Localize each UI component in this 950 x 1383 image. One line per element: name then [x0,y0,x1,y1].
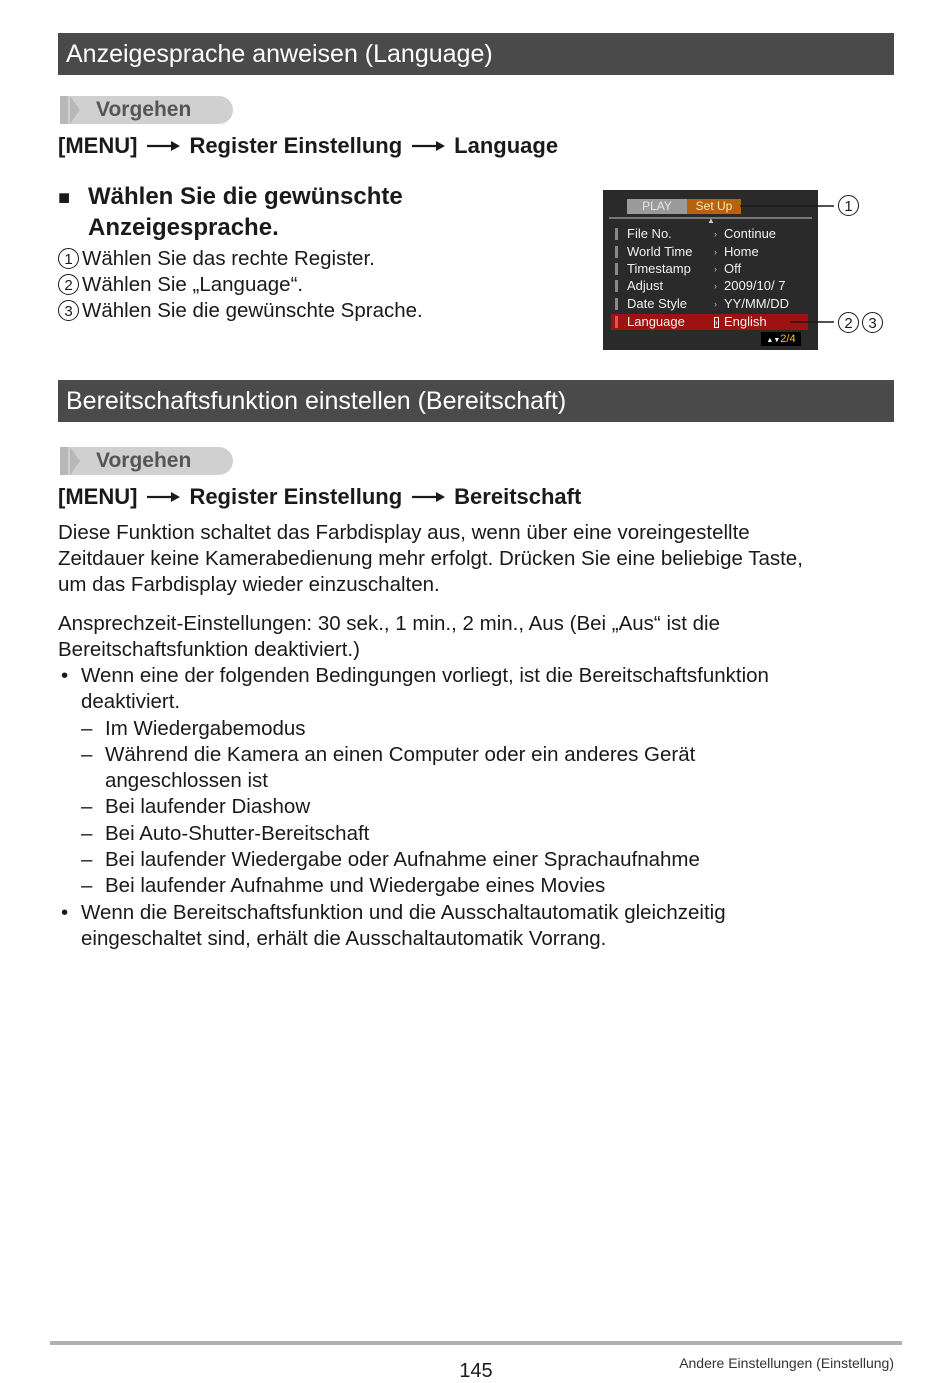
menu-row: File No. › Continue [611,226,808,242]
list-item: – Bei laufender Wiedergabe oder Aufnahme einer Sprachaufnahme [81,848,700,872]
step-marker: ■ [58,187,71,209]
chevron-right-icon: › [714,299,717,309]
step-heading: ■ Wählen Sie die gewünschte Anzeigesprache. [58,183,403,241]
menu-row: Timestamp › Off [611,261,808,277]
menu-path-language [58,132,558,160]
step-item: 3 Wählen Sie die gewünschte Sprache. [58,298,578,324]
menu-path-step: Bereitschaft [454,484,582,509]
list-item: – Bei Auto-Shutter-Bereitschaft [81,821,370,845]
arrow-right-icon [145,490,181,504]
condition-list [58,663,888,952]
menu-row: Adjust › 2009/10/ 7 [611,278,808,294]
menu-row: Date Style › YY/MM/DD [611,296,808,312]
menu-path-step: Register Einstellung [189,133,403,158]
menu-path-step: Language [454,133,559,158]
callout-lines [730,195,840,335]
callout-2-3: 2 3 [838,310,886,336]
chevron-right-icon: › [714,247,717,257]
tab-play: PLAY [627,199,687,214]
step-item: 1 Wählen Sie das rechte Register. [58,246,578,272]
tab-setup: Set Up [687,199,741,214]
procedure-label: Vorgehen [60,96,233,124]
menu-path-step: [MENU] [58,484,138,509]
menu-path-standby [58,483,581,511]
list-item: – Bei laufender Diashow [81,795,311,819]
arrow-right-icon [410,139,446,153]
page-indicator: ▲▼2/4 [761,332,801,346]
chevron-right-icon: › [715,318,718,327]
chapter-label: Andere Einstellungen (Einstellung) [679,1355,894,1371]
menu-path-step: [MENU] [58,133,138,158]
list-item: – Während die Kamera an einen Computer oder ein anderes Gerät angeschlossen ist [81,742,696,793]
arrow-right-icon [145,139,181,153]
page-number: 145 [459,1360,493,1382]
step-number: 1 [58,248,79,269]
chevron-right-icon: › [714,229,717,239]
paragraph-settings: Ansprechzeit-Einstellungen: 30 sek., 1 min., 2 min., Aus (Bei „Aus“ ist die Bereitschaftsfunktion deaktiviert.) [58,612,720,661]
step-number: 2 [58,274,79,295]
step-list [58,246,578,324]
menu-row: World Time › Home [611,244,808,260]
menu-path-step: Register Einstellung [189,484,403,509]
chevron-right-icon: › [714,264,717,274]
list-item: – Im Wiedergabemodus [81,716,306,740]
chevron-right-icon: › [714,281,717,291]
list-item: • Wenn eine der folgenden Bedingungen vorliegt, ist die Bereitschaftsfunktion deaktiviert. [61,664,769,714]
section-title-standby: Bereitschaftsfunktion einstellen (Bereitschaft) [58,380,894,422]
scroll-up-icon: ▲ [707,216,715,225]
section-title-language: Anzeigesprache anweisen (Language) [58,33,894,75]
arrow-right-icon [410,490,446,504]
footer-rule [50,1341,902,1345]
step-item: 2 Wählen Sie „Language“. [58,272,578,298]
updown-icon: ▲▼ [766,337,781,344]
procedure-label: Vorgehen [60,447,233,475]
list-item: – Bei laufender Aufnahme und Wiedergabe eines Movies [81,874,606,898]
paragraph-description: Diese Funktion schaltet das Farbdisplay aus, wenn über eine voreingestellte Zeitdauer keine Kamerabedienung mehr erfolgt. Drücken Sie eine beliebige Taste, um das Farbdisplay wieder einzuschalten. [58,521,803,596]
list-item: • Wenn die Bereitschaftsfunktion und die Ausschaltautomatik gleichzeitig eingeschaltet sind, erhält die Ausschaltautomatik Vorrang. [61,900,726,950]
callout-1: 1 [838,193,862,219]
step-number: 3 [58,300,79,321]
menu-row-selected: Language › English [611,314,808,330]
